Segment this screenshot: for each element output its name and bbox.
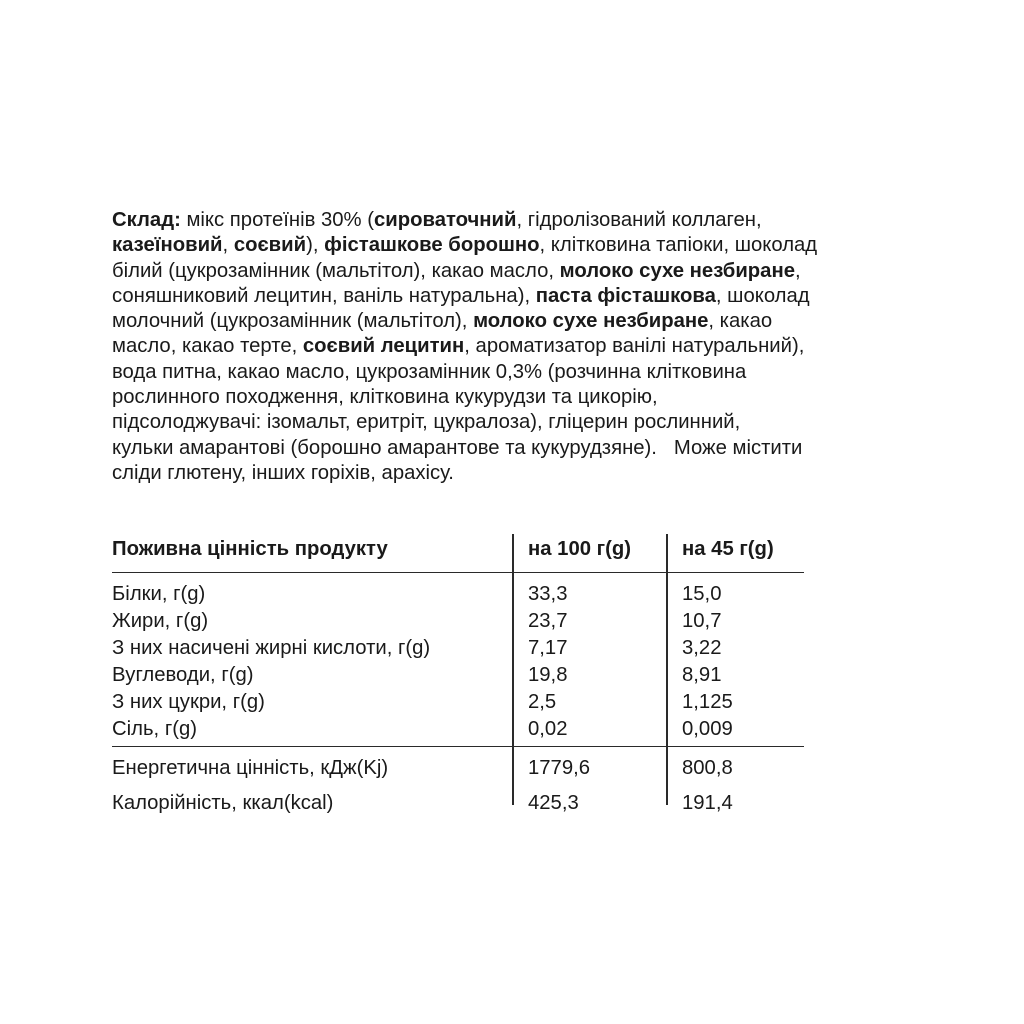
nutrition-row bbox=[112, 786, 804, 821]
column-divider bbox=[666, 534, 668, 572]
value-per-45g: 0,009 bbox=[682, 718, 733, 740]
nutrient-name: З них насичені жирні кислоти, г(g) bbox=[112, 637, 431, 659]
nutrition-table bbox=[112, 534, 804, 821]
composition-bold-text: соєвий bbox=[233, 234, 307, 257]
composition-bold-text: Склад: bbox=[112, 209, 181, 231]
value-per-45g: 800,8 bbox=[682, 757, 733, 779]
nutrition-row bbox=[112, 581, 804, 608]
header-per-100g: на 100 г(g) bbox=[528, 538, 631, 560]
value-per-100g: 23,7 bbox=[528, 610, 568, 632]
nutrition-energy bbox=[112, 747, 804, 821]
composition-text: білий (цукрозамінник (мальтітол), какао масло, bbox=[112, 259, 560, 282]
nutrition-body bbox=[112, 573, 804, 747]
nutrition-row bbox=[112, 751, 804, 786]
composition-text: , bbox=[794, 259, 801, 282]
composition-text: рослинного походження, клітковина кукурудзи та цикорію, bbox=[112, 386, 658, 409]
nutrition-row bbox=[112, 716, 804, 743]
value-per-45g: 3,22 bbox=[682, 637, 722, 659]
nutrient-name: Калорійність, ккал(kcal) bbox=[112, 792, 334, 814]
composition-text: , ароматизатор ванілі натуральний), bbox=[464, 335, 805, 358]
composition-line bbox=[112, 259, 942, 284]
composition-bold-text: сироваточний bbox=[373, 209, 517, 231]
composition-text: молочний (цукрозамінник (мальтітол), bbox=[112, 310, 474, 333]
value-per-45g: 1,125 bbox=[682, 691, 733, 713]
value-per-45g: 15,0 bbox=[682, 583, 722, 605]
value-per-45g: 8,91 bbox=[682, 664, 722, 686]
nutrient-name: Жири, г(g) bbox=[112, 610, 209, 632]
nutrition-row bbox=[112, 608, 804, 635]
value-per-45g: 10,7 bbox=[682, 610, 722, 632]
composition-line bbox=[112, 309, 942, 334]
nutrition-row bbox=[112, 689, 804, 716]
nutrition-header bbox=[112, 534, 804, 573]
composition-line bbox=[112, 233, 942, 258]
composition-text: вода питна, какао масло, цукрозамінник 0,3% (розчинна клітковина bbox=[112, 360, 747, 383]
value-per-100g: 7,17 bbox=[528, 637, 568, 659]
composition-text: масло, какао терте, bbox=[112, 335, 303, 358]
nutrient-name: З них цукри, г(g) bbox=[112, 691, 265, 713]
composition-line bbox=[112, 461, 942, 486]
composition-text: підсолоджувачі: ізомальт, еритріт, цукралоза), гліцерин рослинний, bbox=[112, 411, 741, 434]
composition-line bbox=[112, 436, 942, 461]
nutrient-name: Енергетична цінність, кДж(Kj) bbox=[112, 757, 389, 779]
composition-text: , клітковина тапіоки, шоколад bbox=[539, 234, 818, 257]
value-per-100g: 0,02 bbox=[528, 718, 568, 740]
header-per-45g: на 45 г(g) bbox=[682, 538, 774, 560]
value-per-100g: 19,8 bbox=[528, 664, 568, 686]
composition-text: сліди глютену, інших горіхів, арахісу. bbox=[112, 461, 454, 484]
nutrition-row bbox=[112, 662, 804, 689]
nutrition-row bbox=[112, 635, 804, 662]
composition-block bbox=[112, 208, 942, 486]
value-per-100g: 1779,6 bbox=[528, 757, 591, 779]
header-nutrition-title: Поживна цінність продукту bbox=[112, 538, 388, 560]
composition-bold-text: фісташкове борошно bbox=[324, 234, 540, 257]
composition-text: , шоколад bbox=[715, 284, 810, 307]
composition-text: кульки амарантові (борошно амарантове та кукурудзяне). Може містити bbox=[112, 436, 803, 459]
value-per-100g: 425,3 bbox=[528, 792, 579, 814]
composition-text: ), bbox=[306, 234, 325, 257]
composition-line bbox=[112, 284, 942, 309]
nutrient-name: Білки, г(g) bbox=[112, 583, 206, 605]
composition-bold-text: казеїновий bbox=[112, 234, 223, 257]
composition-text: , какао bbox=[708, 310, 773, 333]
composition-text: мікс протеїнів 30% ( bbox=[180, 209, 374, 231]
composition-line bbox=[112, 334, 942, 359]
composition-text: , гідролізований коллаген, bbox=[516, 209, 762, 231]
nutrient-name: Вуглеводи, г(g) bbox=[112, 664, 254, 686]
column-divider bbox=[512, 534, 514, 572]
composition-bold-text: соєвий лецитин bbox=[302, 335, 465, 358]
composition-bold-text: паста фісташкова bbox=[535, 284, 716, 307]
value-per-100g: 33,3 bbox=[528, 583, 568, 605]
composition-text: соняшниковий лецитин, ваніль натуральна), bbox=[112, 284, 536, 307]
composition-line bbox=[112, 208, 942, 233]
composition-line bbox=[112, 360, 942, 385]
nutrient-name: Сіль, г(g) bbox=[112, 718, 198, 740]
value-per-100g: 2,5 bbox=[528, 691, 557, 713]
composition-line bbox=[112, 410, 942, 435]
composition-text: , bbox=[222, 234, 234, 257]
composition-bold-text: молоко сухе незбиране bbox=[473, 310, 709, 333]
composition-bold-text: молоко сухе незбиране bbox=[559, 259, 795, 282]
value-per-45g: 191,4 bbox=[682, 792, 733, 814]
composition-line bbox=[112, 385, 942, 410]
